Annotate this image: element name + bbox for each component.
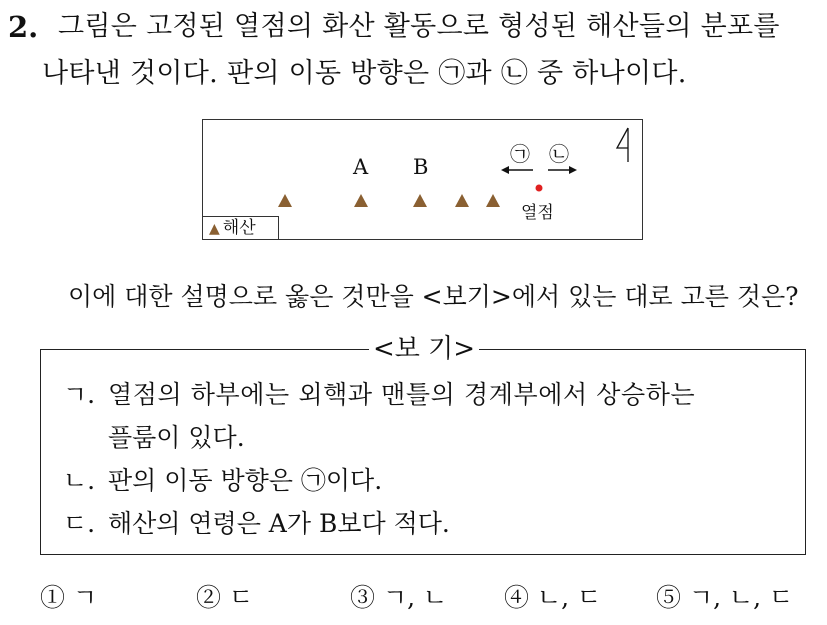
seamount-marker-a — [354, 194, 368, 207]
arrow-left-label: ㉠ — [510, 142, 530, 166]
choice-2[interactable]: ② ㄷ — [196, 583, 254, 612]
arrow-right-head — [569, 166, 577, 174]
question-line-1: 그림은 고정된 열점의 화산 활동으로 형성된 해산들의 분포를 — [58, 11, 780, 42]
question-number: 2. — [8, 10, 39, 44]
legend — [203, 216, 279, 239]
hotspot-label: 열점 — [521, 203, 554, 223]
bogi-item-3-text: 해산의 연령은 A가 B보다 적다. — [108, 509, 450, 538]
question-prompt: 이에 대한 설명으로 옳은 것만을 <보기>에서 있는 대로 고른 것은? — [68, 282, 799, 311]
choice-5[interactable]: ⑤ ㄱ, ㄴ, ㄷ — [656, 583, 794, 612]
bogi-item-1-marker: ㄱ. — [63, 380, 96, 409]
hotspot-dot — [536, 185, 543, 192]
seamount-label-a: A — [353, 155, 369, 179]
choice-1[interactable]: ① ㄱ — [40, 583, 98, 612]
north-arrow-tick — [617, 128, 628, 148]
arrow-left-head — [501, 166, 509, 174]
question-line-2: 나타낸 것이다. 판의 이동 방향은 ㉠과 ㉡ 중 하나이다. — [42, 58, 687, 89]
arrow-right-label: ㉡ — [549, 142, 569, 166]
seamount-marker-b — [413, 194, 427, 207]
seamount-marker-1 — [278, 194, 292, 207]
hotspot-figure — [202, 119, 643, 240]
seamount-label-b: B — [413, 155, 429, 179]
bogi-item-2-text: 판의 이동 방향은 ㉠이다. — [108, 466, 383, 495]
bogi-item-3-marker: ㄷ. — [63, 509, 96, 538]
bogi-item-2-marker: ㄴ. — [63, 466, 96, 495]
choice-4[interactable]: ④ ㄴ, ㄷ — [504, 583, 602, 612]
seamount-marker-4 — [455, 194, 469, 207]
bogi-title: <보 기> — [369, 335, 479, 363]
choice-3[interactable]: ③ ㄱ, ㄴ — [350, 583, 448, 612]
bogi-item-1-line-2: 플룸이 있다. — [108, 423, 245, 452]
legend-label: 해산 — [222, 218, 256, 238]
seamount-triangle-icon: ▲ — [209, 221, 220, 237]
seamount-marker-5 — [486, 194, 500, 207]
bogi-item-1-line-1: 열점의 하부에는 외핵과 맨틀의 경계부에서 상승하는 — [108, 380, 696, 409]
